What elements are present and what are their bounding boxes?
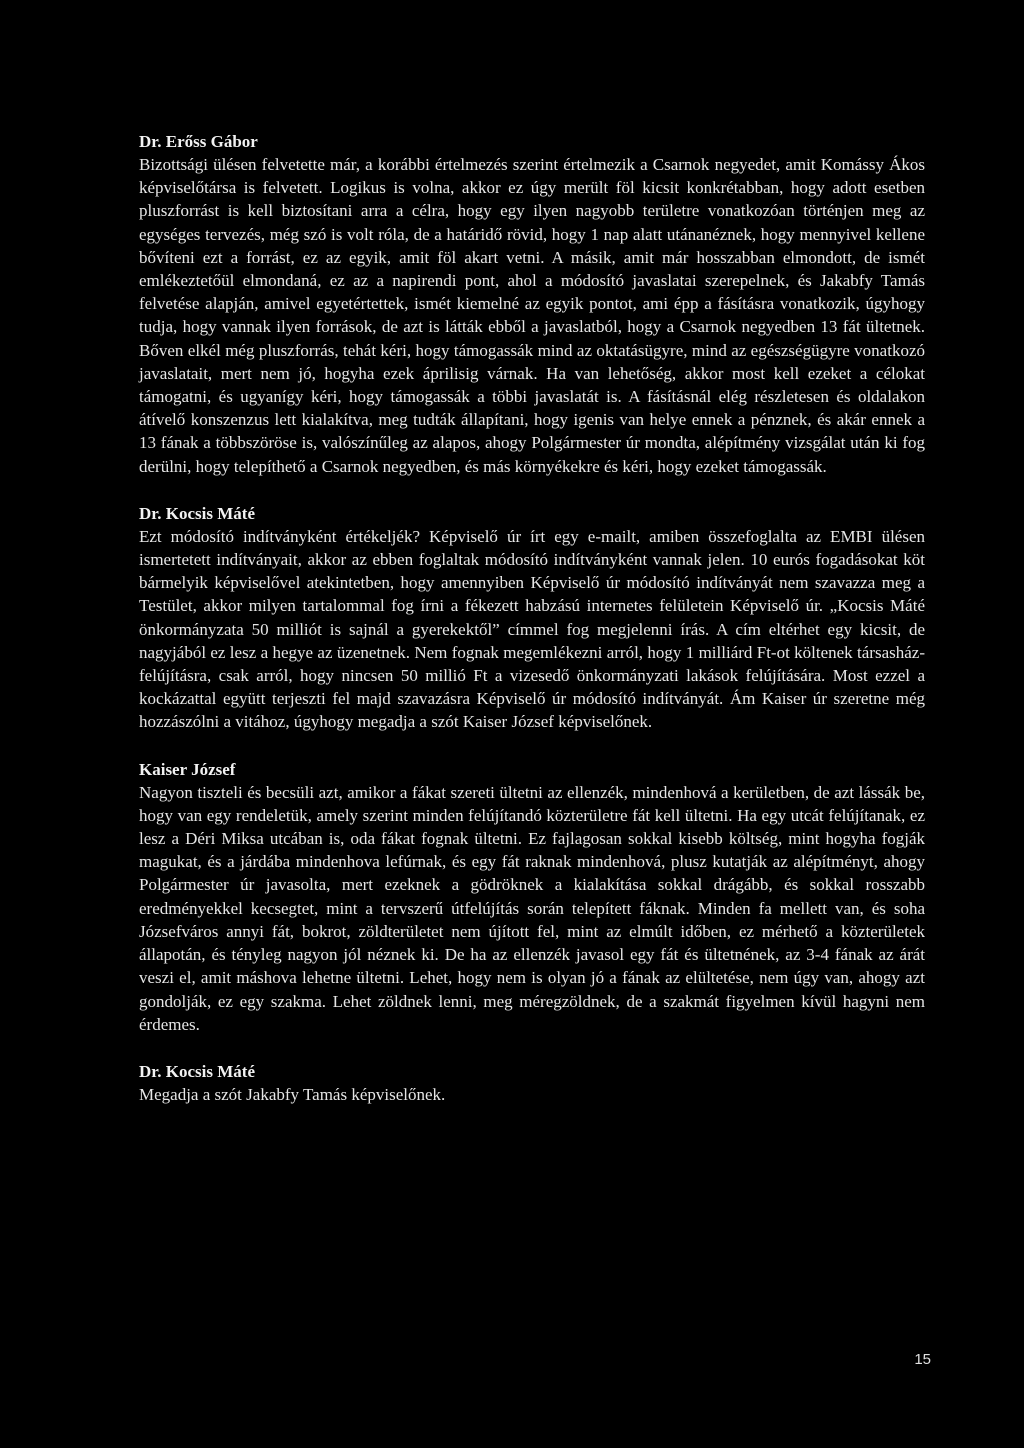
speech-text: Bizottsági ülésen felvetette már, a korábbi értelmezés szerint értelmezik a Csarnok negyedet, amit Komássy Ákos képviselőtársa is felvetett. Logikus is volna, akkor ez úgy merült föl kicsit konkrétabban, hogy adott esetben pluszforrást is kell biztosítani arra a célra, hogy egy ilyen nagyobb területre vonatkozóan történjen meg az egységes tervezés, még szó is volt róla, de a határidő rövid, hogy 1 nap alatt utánanéznek, hogy mennyivel kellene bővíteni ezt a forrást, ez az egyik, amit föl akart vetni. A másik, amit már hosszabban elmondott, de ismét emlékeztetőül elmondaná, ez az a napirendi pont, ahol a módosító javaslatai szerepelnek, és Jakabfy Tamás felvetése alapján, amivel egyetértettek, ismét kiemelné az egyik pontot, ami épp a fásításra vonatkozik, úgyhogy tudja, hogy vannak ilyen források, de azt is látták ebből a javaslatból, hogy a Csarnok negyedben 13 fát ültetnek. Bőven elkél még pluszforrás, tehát kéri, hogy támogassák mind az oktatásügyre, mind az egészségügyre vonatkozó javaslatait, mert nem jó, hogyha ezek áprilisig várnak. Ha van lehetőség, akkor most kell ezeket a célokat támogatni, és ugyanígy kéri, hogy támogassák a többi javaslatát is. A fásításnál elég részletesen és oldalakon átívelő konszenzus lett kialakítva, meg tudták állapítani, hogy igenis van helye ennek a pénznek, és akár ennek a 13 fának a többszöröse is, valószínűleg az alapos, ahogy Polgármester úr mondta, alépítmény vizsgálat után ki fog derülni, hogy telepíthető a Csarnok negyedben, és más környékekre és kéri, hogy ezeket támogassák. xyxy=(139,155,925,476)
speech-section xyxy=(139,1060,925,1106)
speech-section xyxy=(139,758,925,1036)
page-number: 15 xyxy=(914,1351,931,1368)
speech-text: Megadja a szót Jakabfy Tamás képviselőnek. xyxy=(139,1084,446,1104)
speaker-name: Kaiser József xyxy=(139,759,236,779)
speech-text: Ezt módosító indítványként értékeljék? Képviselő úr írt egy e-mailt, amiben összefoglalta az EMBI ülésen ismertetett indítványait, akkor az ebben foglaltak módosító indítványként vannak jelen. 10 eurós fogadásokat köt bármelyik képviselővel atekintetben, hogy amennyiben Képviselő úr módosító indítványát nem szavazza meg a Testület, akkor milyen tartalommal fog írni a fékezett habzású internetes felületein Képviselő úr. „Kocsis Máté önkormányzata 50 milliót is sajnál a gyerekektől” címmel fog megjelenni írás. A cím eltérhet egy kicsit, de nagyjából ez lesz a hegye az üzenetnek. Nem fognak megemlékezni arról, hogy 1 milliárd Ft-ot költenek társasház-felújításra, csak arról, hogy nincsen 50 millió Ft a vizesedő önkormányzati lakások felújítására. Most ezzel a kockázattal együtt terjeszti fel majd szavazásra Képviselő úr módosító indítványát. Ám Kaiser úr szeretne még hozzászólni a vitához, úgyhogy megadja a szót Kaiser József képviselőnek. xyxy=(139,526,925,732)
speech-section xyxy=(139,502,925,734)
speaker-name: Dr. Kocsis Máté xyxy=(139,503,255,523)
speaker-name: Dr. Kocsis Máté xyxy=(139,1061,255,1081)
speech-text: Nagyon tiszteli és becsüli azt, amikor a fákat szereti ültetni az ellenzék, mindenhová a kerületben, de azt lássák be, hogy van egy rendeletük, amely szerint minden felújítandó közterületre fát kell ültetni. Ha egy utcát felújítanak, ez lesz a Déri Miksa utcában is, oda fákat fognak ültetni. Ez fajlagosan sokkal kisebb költség, mint hogyha fogják magukat, és a járdába mindenhova lefúrnak, és egy fát raknak mindenhová, plusz kutatják az alépítményt, ahogy Polgármester úr javasolta, mert ezeknek a gödröknek a kialakítása sokkal drágább, és sokkal rosszabb eredményekkel kecsegtet, mint a tervszerű útfelújítás során telepített fáknak. Minden fa mellett van, és soha Józsefváros annyi fát, bokrot, zöldterületet nem újított fel, mint az elmúlt időben, ez mérhető a közterületek állapotán, és tényleg nagyon jól néznek ki. De ha az ellenzék javasol egy fát és ültetnének, az 3-4 fának az árát veszi el, amit máshova lehetne ültetni. Lehet, hogy nem is olyan jó a fának az elültetése, nem úgy van, ahogy azt gondolják, ez egy szakma. Lehet zöldnek lenni, meg méregzöldnek, de a szakmát figyelmen kívül hagyni nem érdemes. xyxy=(139,782,925,1034)
document-body xyxy=(139,130,925,1130)
speaker-name: Dr. Erőss Gábor xyxy=(139,132,258,151)
speech-section xyxy=(139,130,925,478)
